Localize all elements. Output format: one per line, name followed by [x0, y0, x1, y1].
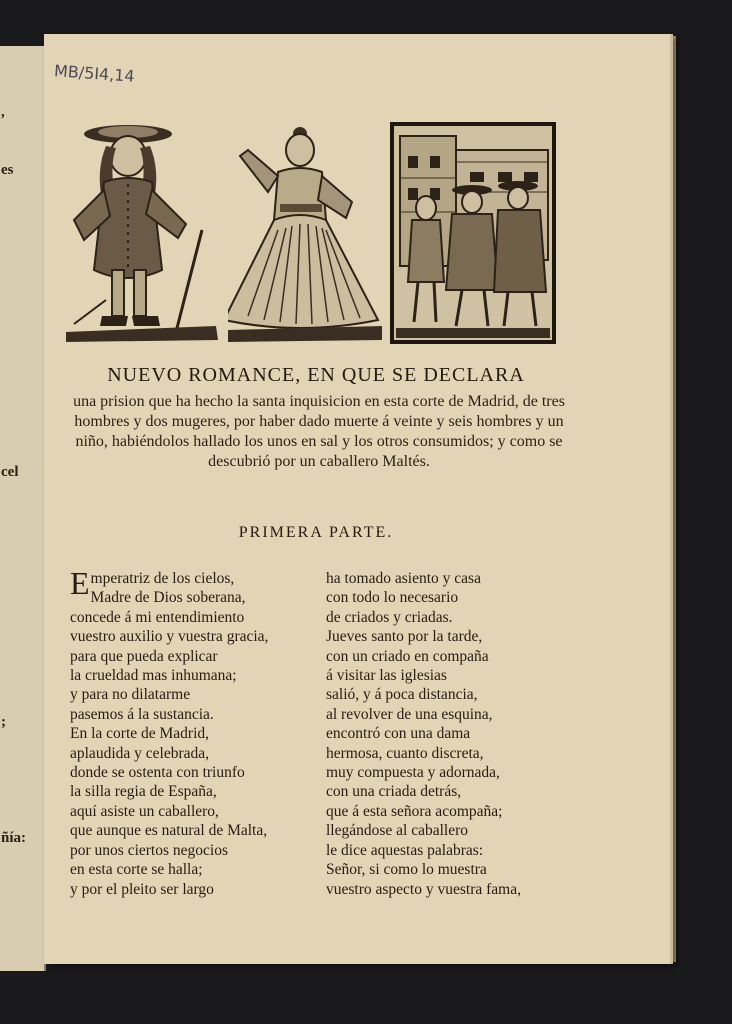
verse-line: la crueldad mas inhumana;	[70, 667, 237, 685]
facing-page-fragment: ,	[1, 104, 5, 120]
verse-line: encontró con una dama	[326, 725, 471, 743]
verse-line: ha tomado asiento y casa	[326, 570, 481, 587]
verse-line: llegándose al caballero	[326, 822, 469, 840]
verse-line: en esta corte se halla;	[70, 861, 203, 879]
verse-line: le dice aquestas palabras:	[326, 841, 484, 859]
verse-line: que á esta señora acompaña;	[326, 802, 503, 820]
verse-line: concede á mi entendimiento	[70, 608, 245, 626]
ballad-subtitle: una prision que ha hecho la santa inquisicion en esta corte de Madrid, de tres hombres y dos mugeres, por haber dado muerte á veinte y seis hombres y un niño, habiéndolos hallado los unos en sal y los otros consumidos; y como se descubrió por un caballero Maltés.	[73, 393, 565, 470]
verse-line: la silla regia de España,	[70, 783, 217, 801]
verse-line: al revolver de una esquina,	[326, 705, 493, 723]
facing-page-fragment: es	[1, 162, 14, 178]
verse-line: con una criada detrás,	[326, 783, 462, 801]
verse-line: y por el pleito ser largo	[70, 880, 214, 898]
verse-line: muy compuesta y adornada,	[326, 764, 500, 782]
verse-line: aquí asiste un caballero,	[70, 802, 219, 820]
verse-line: á visitar las iglesias	[326, 667, 447, 685]
gentleman-woodcut	[66, 120, 226, 350]
part-heading: PRIMERA PARTE.	[238, 524, 394, 541]
book-page	[44, 34, 673, 964]
verse-line: salió, y á poca distancia,	[326, 686, 478, 704]
verse-line: Jueves santo por la tarde,	[326, 628, 483, 646]
shelfmark-annotation: MB/5I4,14	[53, 61, 136, 86]
facing-page-fragment: cel	[1, 464, 19, 480]
verse-line: Emperatriz de los cielos,	[70, 565, 235, 601]
verse-line: con todo lo necesario	[326, 589, 459, 607]
verse-line: vuestro auxilio y vuestra gracia,	[70, 628, 269, 646]
verse-column-left	[70, 565, 320, 899]
verse-line: pasemos á la sustancia.	[70, 705, 214, 723]
verse-line: En la corte de Madrid,	[70, 725, 210, 743]
verse-line: que aunque es natural de Malta,	[70, 822, 268, 840]
verse-line: Madre de Dios soberana,	[90, 589, 246, 607]
woman-woodcut	[228, 120, 388, 350]
facing-page-fragment: ñía:	[1, 830, 27, 846]
verse-line: Señor, si como lo muestra	[326, 861, 487, 879]
ballad-title: NUEVO ROMANCE, EN QUE SE DECLARA	[107, 364, 525, 386]
verse-line: por unos ciertos negocios	[70, 841, 228, 859]
verse-line: de criados y criadas.	[326, 608, 453, 626]
verse-line: vuestro aspecto y vuestra fama,	[326, 880, 521, 898]
verse-line: aplaudida y celebrada,	[70, 744, 209, 762]
verse-column-right	[326, 569, 586, 899]
verse-line: y para no dilatarme	[70, 686, 191, 704]
verse-line: donde se ostenta con triunfo	[70, 764, 245, 782]
verse-line: hermosa, cuanto discreta,	[326, 744, 484, 762]
facing-page-fragment: ;	[1, 714, 6, 730]
verse-line: con un criado en compaña	[326, 647, 489, 665]
drop-cap: E	[70, 565, 90, 601]
street-scene-woodcut	[390, 122, 556, 344]
verse-line: para que pueda explicar	[70, 647, 218, 665]
facing-page-edge	[0, 46, 46, 971]
